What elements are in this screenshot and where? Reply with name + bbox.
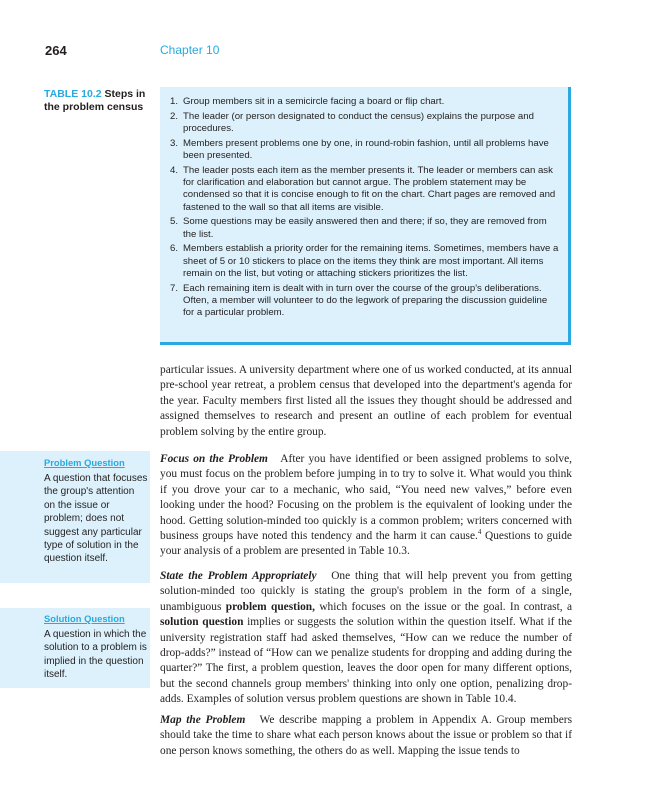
problem-census-table bbox=[160, 87, 571, 345]
step-text: Members establish a priority order for the remaining items. Sometimes, members have a sheet of 5 or 10 stickers to place on the items they think are most important. All items remain on the list, but voting or attaching stickers prioritizes the list. bbox=[183, 243, 559, 279]
step-number: 3. bbox=[170, 137, 179, 149]
paragraph-census-example: particular issues. A university department where one of us worked conducted, at its annual pre-school year retreat, a problem census that developed into the department's agenda for the year. Faculty members first listed all the issues they thought should be addressed and assigned themselves to research and present an outline of each problem for eventual problem solving by the entire group. bbox=[160, 364, 572, 438]
footnote-marker: 4 bbox=[477, 528, 482, 537]
paragraph-text: Questions to guide your analysis of a problem are presented in Table 10.3. bbox=[160, 530, 572, 558]
step-text: Members present problems one by one, in round-robin fashion, until all problems have been presented. bbox=[183, 137, 549, 161]
runin-heading: State the Problem Appropriately bbox=[160, 570, 317, 582]
glossary-term: Problem Question bbox=[44, 457, 125, 468]
table-number: TABLE 10.2 bbox=[44, 88, 102, 100]
step-text: The leader (or person designated to conduct the census) explains the purpose and procedures. bbox=[183, 110, 534, 134]
paragraph-state-problem bbox=[160, 569, 572, 708]
step-number: 1. bbox=[170, 96, 179, 107]
glossary-term: Solution Question bbox=[44, 613, 125, 624]
key-term: solution question bbox=[160, 616, 244, 629]
step-text: Each remaining item is dealt with in turn over the course of the group's deliberations. Often, a member will volunteer to do the legwork of preparing the discussion guideline for a particular problem. bbox=[183, 282, 548, 319]
step-number: 7. bbox=[170, 282, 179, 294]
step-text: Group members sit in a semicircle facing a board or flip chart. bbox=[183, 96, 445, 107]
paragraph-text: implies or suggests the solution within the question itself. What if the university registration staff had asked themselves, “How can we reduce the number of drop-adds?” instead of “How can we penalize students for dropping and adding during the quarter?” The first, a problem question, leaves the door open for many different options, but the second channels group members' thinking into only one option, penalizing drop-adds. Examples of solution versus problem questions are shown in Table 10.4. bbox=[160, 616, 572, 706]
step-number: 2. bbox=[170, 110, 179, 122]
table-title: Steps in the problem census bbox=[44, 88, 146, 113]
step-number: 4. bbox=[170, 164, 179, 176]
runin-heading: Focus on the Problem bbox=[160, 453, 268, 465]
runin-heading: Map the Problem bbox=[160, 714, 246, 726]
step-text: Some questions may be easily answered then and there; if so, they are removed from the list. bbox=[183, 216, 547, 240]
table-step bbox=[170, 216, 560, 241]
step-number: 6. bbox=[170, 243, 179, 255]
paragraph-text: One thing that will help prevent you from getting solution-minded too quickly is stating the group's problem in the form of a single, unambiguous bbox=[160, 570, 573, 613]
table-step bbox=[170, 96, 560, 108]
step-number: 5. bbox=[170, 216, 179, 228]
sidebar-solution-question bbox=[0, 608, 150, 688]
paragraph-text: We describe mapping a problem in Appendix A. Group members should take the time to share what each person knows about the issue or problem so that if one person knows something, the others do as well. Mapping the issue tends to bbox=[160, 714, 573, 757]
glossary-definition: A question that focuses the group's attention on the issue or problem; does not suggest any particular type of solution in the question itself. bbox=[44, 473, 148, 565]
page-number: 264 bbox=[45, 43, 67, 58]
paragraph-focus-problem bbox=[160, 452, 572, 560]
paragraph-text: which focuses on the issue or the goal. In contrast, a bbox=[319, 600, 573, 613]
key-term: problem question, bbox=[225, 600, 315, 613]
table-caption bbox=[44, 88, 154, 114]
chapter-label: Chapter 10 bbox=[160, 43, 220, 57]
table-step bbox=[170, 111, 560, 136]
table-step bbox=[170, 165, 560, 214]
table-step bbox=[170, 138, 560, 163]
paragraph-text: After you have identified or been assigned problems to solve, you must focus on the problem before jumping in to try to solve it. What would you think if you drove your car to a mechanic, who said, “You need new valves,” before even looking under the hood? Focusing on the problem is the equivalent of looking under the hood. Getting solution-minded too quickly is a common problem; writers concerned with business groups have noted this tendency and the harm it can cause. bbox=[160, 453, 573, 543]
table-step bbox=[170, 243, 560, 280]
sidebar-problem-question bbox=[0, 451, 150, 583]
glossary-definition: A question in which the solution to a problem is implied in the question itself. bbox=[44, 629, 147, 681]
step-text: The leader posts each item as the member presents it. The leader or members can ask for clarification and elaboration but cannot argue. The problem statement may be condensed so that it is concise enough to fit on the chart. Chart pages are removed and fastened to the wall so that all items are visible. bbox=[183, 164, 556, 213]
paragraph-map-problem bbox=[160, 713, 572, 759]
table-step bbox=[170, 283, 560, 320]
